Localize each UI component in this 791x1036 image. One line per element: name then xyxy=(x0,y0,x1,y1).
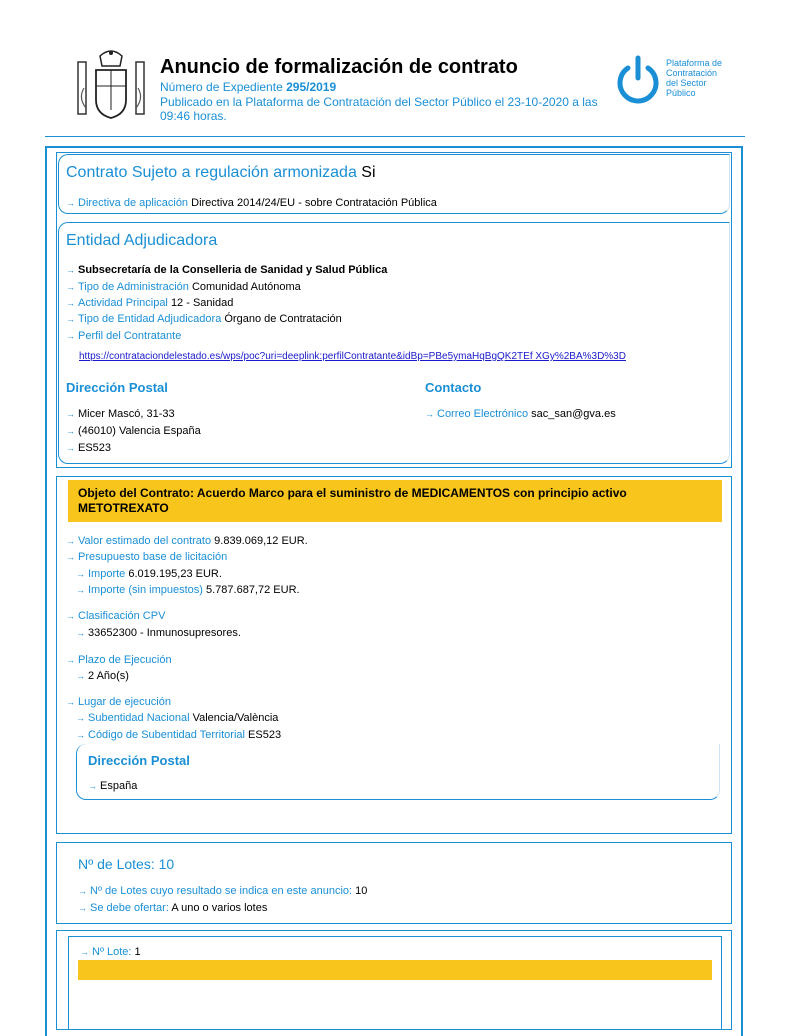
perfil-link-row xyxy=(79,346,626,364)
arrow-icon: → xyxy=(66,198,75,208)
arrow-icon: → xyxy=(66,655,75,665)
regulacion-heading xyxy=(66,164,376,182)
address-row xyxy=(66,440,111,456)
arrow-icon: → xyxy=(66,409,75,419)
codigo-row xyxy=(76,727,281,743)
platform-line: Público xyxy=(666,88,696,98)
objeto-direccion-row xyxy=(88,778,137,794)
arrow-icon: → xyxy=(76,713,85,723)
arrow-icon: → xyxy=(76,585,85,595)
arrow-icon: → xyxy=(66,265,75,275)
tipo-admin-row xyxy=(66,279,301,295)
address-line: ES523 xyxy=(78,442,112,454)
regulacion-heading-text: Contrato Sujeto a regulación armonizada xyxy=(66,164,357,181)
address-line: (46010) Valencia España xyxy=(78,425,201,437)
importe-sin-row xyxy=(76,582,300,598)
platform-line: Plataforma de xyxy=(666,58,723,68)
arrow-icon: → xyxy=(66,331,75,341)
expediente-value: 295/2019 xyxy=(286,80,337,94)
arrow-icon: → xyxy=(66,426,75,436)
arrow-icon: → xyxy=(66,298,75,308)
arrow-icon: → xyxy=(66,282,75,292)
arrow-icon: → xyxy=(80,947,89,957)
header-divider xyxy=(45,136,745,137)
arrow-icon: → xyxy=(66,536,75,546)
subentidad-value: Valencia/València xyxy=(192,712,279,724)
directiva-row xyxy=(66,195,437,211)
importe-label: Importe xyxy=(88,568,126,580)
lote-label: Nº Lote: xyxy=(92,946,132,958)
codigo-label: Código de Subentidad Territorial xyxy=(88,729,245,741)
arrow-icon: → xyxy=(76,671,85,681)
lotes-ofertar-label: Se debe ofertar: xyxy=(90,902,169,914)
valor-value: 9.839.069,12 EUR. xyxy=(214,535,308,547)
spain-coat-of-arms-icon xyxy=(74,48,148,124)
entidad-name: Subsecretaría de la Conselleria de Sanidad y Salud Pública xyxy=(78,264,388,276)
arrow-icon: → xyxy=(76,569,85,579)
perfil-contratante-link[interactable]: https://contrataciondelestado.es/wps/poc?uri=deeplink:perfilContratante&idBp=PBe5ymaHqBgQK2TEf XGy%2BA%3D%3D xyxy=(79,351,626,362)
lugar-label: Lugar de ejecución xyxy=(78,696,171,708)
arrow-icon: → xyxy=(88,781,97,791)
cpv-label: Clasificación CPV xyxy=(78,610,166,622)
presupuesto-row xyxy=(66,549,227,565)
actividad-value: 12 - Sanidad xyxy=(170,297,234,309)
page-title: Anuncio de formalización de contrato xyxy=(160,56,518,78)
perfil-label: Perfil del Contratante xyxy=(78,330,182,342)
tipo-entidad-row xyxy=(66,311,342,327)
valor-label: Valor estimado del contrato xyxy=(78,535,212,547)
subentidad-label: Subentidad Nacional xyxy=(88,712,190,724)
lotes-heading: Nº de Lotes: 10 xyxy=(78,856,175,872)
objeto-direccion-heading: Dirección Postal xyxy=(88,753,190,768)
arrow-icon: → xyxy=(78,903,87,913)
cpv-value-row xyxy=(76,625,241,641)
valor-row xyxy=(66,533,308,549)
lotes-resultado-label: Nº de Lotes cuyo resultado se indica en este anuncio: xyxy=(90,885,353,897)
platform-power-icon xyxy=(614,54,662,104)
lotes-resultado-row xyxy=(78,883,367,899)
actividad-row xyxy=(66,295,233,311)
arrow-icon: → xyxy=(66,552,75,562)
codigo-value: ES523 xyxy=(248,729,282,741)
directiva-label: Directiva de aplicación xyxy=(78,197,189,209)
arrow-icon: → xyxy=(76,628,85,638)
lotes-ofertar-value: A uno o varios lotes xyxy=(171,902,268,914)
plazo-value-row xyxy=(76,668,129,684)
tipo-entidad-label: Tipo de Entidad Adjudicadora xyxy=(78,313,222,325)
arrow-icon: → xyxy=(425,409,434,419)
directiva-value: Directiva 2014/24/EU - sobre Contratación Pública xyxy=(191,197,437,209)
direccion-heading: Dirección Postal xyxy=(66,380,168,395)
arrow-icon: → xyxy=(78,886,87,896)
plazo-row xyxy=(66,652,172,668)
address-row xyxy=(66,423,201,439)
arrow-icon: → xyxy=(66,697,75,707)
perfil-row xyxy=(66,328,181,344)
platform-line: del Sector xyxy=(666,78,707,88)
regulacion-heading-value: Si xyxy=(361,164,376,181)
cpv-row xyxy=(66,608,165,624)
arrow-icon: → xyxy=(66,443,75,453)
lugar-row xyxy=(66,694,171,710)
email-row xyxy=(425,406,616,422)
published-text: Publicado en la Plataforma de Contratación del Sector Público el 23-10-2020 a las 09:46 horas. xyxy=(160,95,598,123)
entidad-name-row xyxy=(66,262,387,278)
importe-row xyxy=(76,566,222,582)
objeto-banner: Objeto del Contrato: Acuerdo Marco para el suministro de MEDICAMENTOS con principio activo METOTREXATO xyxy=(68,480,722,522)
lote-banner xyxy=(78,960,712,980)
email-label: Correo Electrónico xyxy=(437,408,529,420)
contacto-heading: Contacto xyxy=(425,380,482,395)
lote-value: 1 xyxy=(134,946,141,958)
subentidad-row xyxy=(76,710,278,726)
cpv-value: 33652300 - Inmunosupresores. xyxy=(88,627,241,639)
arrow-icon: → xyxy=(66,314,75,324)
lotes-resultado-value: 10 xyxy=(355,885,368,897)
platform-name xyxy=(666,58,736,98)
address-row xyxy=(66,406,175,422)
arrow-icon: → xyxy=(66,611,75,621)
actividad-label: Actividad Principal xyxy=(78,297,168,309)
tipo-admin-label: Tipo de Administración xyxy=(78,281,189,293)
tipo-entidad-value: Órgano de Contratación xyxy=(224,313,342,325)
lote-number-row xyxy=(80,944,141,960)
lote-inner-box xyxy=(68,936,722,1030)
tipo-admin-value: Comunidad Autónoma xyxy=(191,281,301,293)
document-header xyxy=(0,0,791,138)
presupuesto-label: Presupuesto base de licitación xyxy=(78,551,228,563)
importe-sin-value: 5.787.687,72 EUR. xyxy=(206,584,300,596)
importe-value: 6.019.195,23 EUR. xyxy=(128,568,222,580)
arrow-icon: → xyxy=(76,730,85,740)
importe-sin-label: Importe (sin impuestos) xyxy=(88,584,203,596)
email-value: sac_san@gva.es xyxy=(531,408,616,420)
expediente-line xyxy=(160,80,336,94)
entidad-heading: Entidad Adjudicadora xyxy=(66,232,218,249)
plazo-label: Plazo de Ejecución xyxy=(78,654,172,666)
lotes-ofertar-row xyxy=(78,900,267,916)
plazo-value: 2 Año(s) xyxy=(88,670,129,682)
objeto-direccion-value: España xyxy=(100,780,138,792)
platform-line: Contratación xyxy=(666,68,718,78)
address-line: Micer Mascó, 31-33 xyxy=(78,408,175,420)
expediente-label: Número de Expediente xyxy=(160,80,283,94)
